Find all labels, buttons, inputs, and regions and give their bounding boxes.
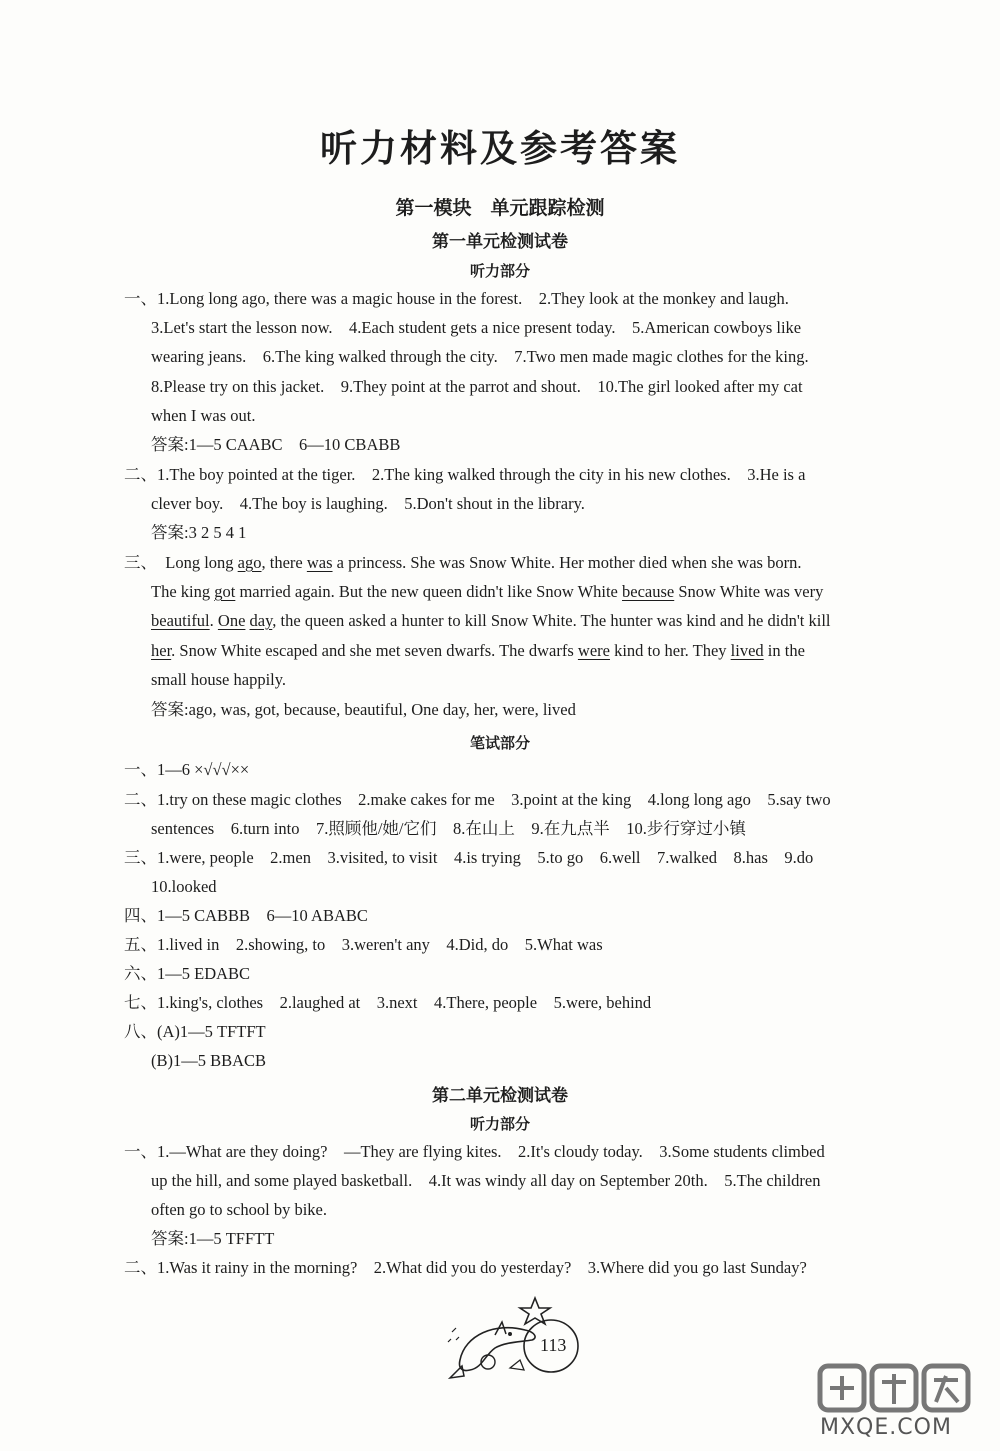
passage-line: beautiful. One day, the queen asked a hunter to kill Snow White. The hunter was kind and he didn't kill	[151, 611, 831, 630]
text-line: 一、1.—What are they doing? —They are flying kites. 2.It's cloudy today. 3.Some students climbed	[124, 1142, 825, 1161]
blank-word: was	[306, 553, 333, 572]
blank-word: were	[577, 641, 610, 660]
text-line: sentences 6.turn into 7.照顾他/她/它们 8.在山上 9.在九点半 10.步行穿过小镇	[151, 819, 746, 838]
text-line: 8.Please try on this jacket. 9.They point at the parrot and shout. 10.The girl looked after my cat	[151, 377, 803, 396]
blank-word: ago	[237, 553, 262, 572]
text-line: 二、1.Was it rainy in the morning? 2.What did you do yesterday? 3.Where did you go last Sunday?	[124, 1258, 807, 1277]
text-line: 二、1.try on these magic clothes 2.make cakes for me 3.point at the king 4.long long ago 5.say two	[124, 790, 831, 809]
text-line: often go to school by bike.	[151, 1200, 327, 1219]
unit1-heading: 第一单元检测试卷	[432, 232, 568, 252]
text-line: 八、(A)1—5 TFTFT	[124, 1022, 266, 1041]
text-line: 3.Let's start the lesson now. 4.Each student gets a nice present today. 5.American cowboys like	[151, 318, 802, 337]
blank-word: One	[217, 611, 246, 630]
passage-line: her. Snow White escaped and she met seven dwarfs. The dwarfs were kind to her. They lived in the	[151, 641, 805, 660]
dolphin-illustration-icon	[440, 1290, 590, 1390]
answer-line: 答案:ago, was, got, because, beautiful, One day, her, were, lived	[151, 700, 576, 719]
unit2-listening-heading: 听力部分	[469, 1115, 530, 1133]
unit1-listening-heading: 听力部分	[469, 262, 530, 280]
answer-line: 答案:1—5 TFFTT	[151, 1229, 275, 1248]
unit1-written-heading: 笔试部分	[469, 734, 530, 752]
blank-word: lived	[730, 641, 764, 660]
blank-word: beautiful	[151, 611, 210, 630]
blank-word: because	[622, 582, 675, 601]
text-line: 四、1—5 CABBB 6—10 ABABC	[124, 906, 368, 925]
passage-line: small house happily.	[151, 670, 287, 689]
page-title: 听力材料及参考答案	[320, 127, 680, 170]
blank-word: her	[151, 641, 172, 660]
text-line: 10.looked	[151, 877, 217, 896]
text-line: 一、1—6 ×√√√××	[124, 760, 250, 779]
blank-word: day	[249, 611, 273, 630]
passage-line: The king got married again. But the new queen didn't like Snow White because Snow White was very	[151, 582, 824, 601]
answer-line: 答案:1—5 CAABC 6—10 CBABB	[151, 435, 401, 454]
watermark-text: MXQE.COM	[820, 1415, 952, 1440]
text-line: 五、1.lived in 2.showing, to 3.weren't any 4.Did, do 5.What was	[124, 935, 603, 954]
text-line: (B)1—5 BBACB	[151, 1051, 267, 1070]
module-heading: 第一模块 单元跟踪检测	[395, 197, 605, 219]
text-line: 六、1—5 EDABC	[124, 964, 251, 983]
answer-line: 答案:3 2 5 4 1	[151, 523, 247, 542]
blank-word: got	[214, 582, 236, 601]
unit2-heading: 第二单元检测试卷	[432, 1086, 568, 1106]
passage-line: 三、 Long long ago, there was a princess. She was Snow White. Her mother died when she was born.	[124, 553, 802, 572]
text-line: 七、1.king's, clothes 2.laughed at 3.next 4.There, people 5.were, behind	[124, 993, 652, 1012]
text-line: up the hill, and some played basketball. 4.It was windy all day on September 20th. 5.The children	[151, 1171, 821, 1190]
text-line: when I was out.	[151, 406, 256, 425]
text-line: 一、1.Long long ago, there was a magic house in the forest. 2.They look at the monkey and laugh.	[124, 289, 789, 308]
text-line: wearing jeans. 6.The king walked through the city. 7.Two men made magic clothes for the king.	[151, 347, 809, 366]
text-line: clever boy. 4.The boy is laughing. 5.Don't shout in the library.	[151, 494, 585, 513]
text-line: 二、1.The boy pointed at the tiger. 2.The king walked through the city in his new clothes. 3.He is a	[124, 465, 806, 484]
page-number: 113	[540, 1335, 567, 1355]
text-line: 三、1.were, people 2.men 3.visited, to visit 4.is trying 5.to go 6.well 7.walked 8.has 9.do	[124, 848, 814, 867]
